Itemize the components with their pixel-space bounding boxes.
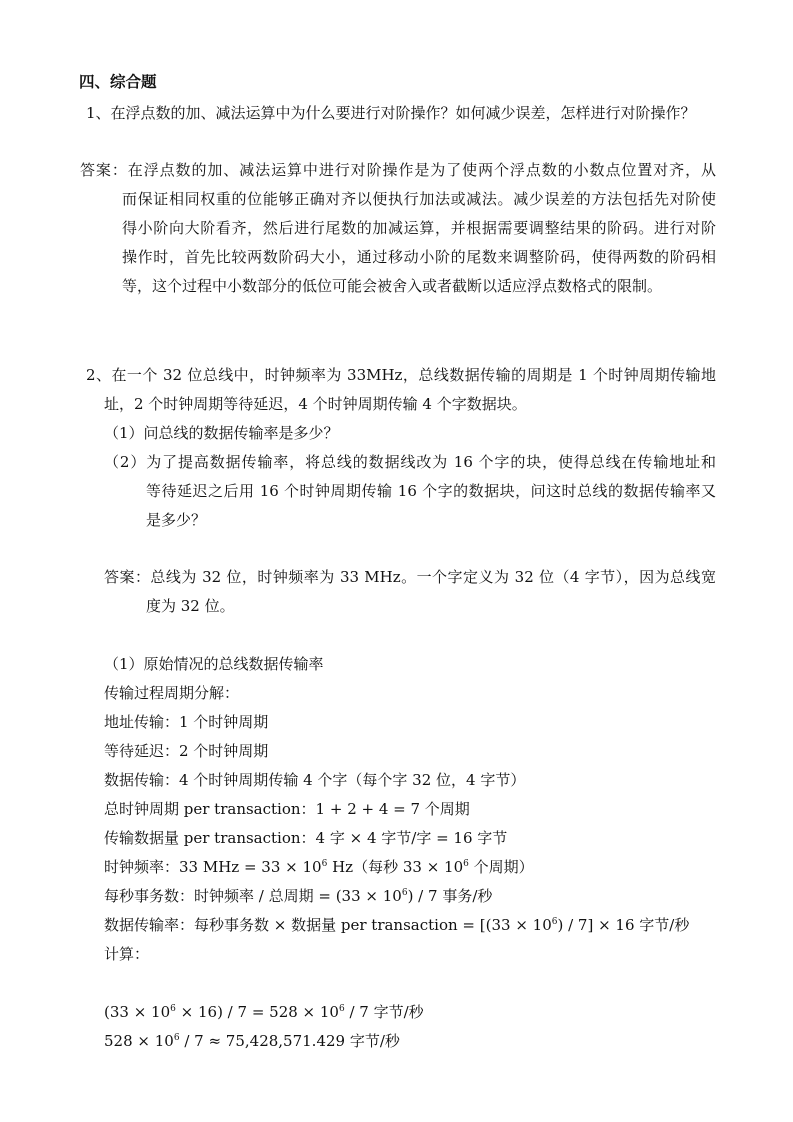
exponent: 6 — [321, 859, 328, 869]
calc-label: 计算： — [104, 945, 150, 963]
text-segment: ) / 7 事务/秒 — [407, 887, 493, 905]
question-2-sub2-line: 等待延迟之后用 16 个时钟周期传输 16 个字的数据块，问这时总线的数据传输率又 — [146, 482, 716, 500]
question-2-sub2-line: （2）为了提高数据传输率，将总线的数据线改为 16 个字的块，使得总线在传输地址和 — [104, 453, 716, 471]
transactions-per-second — [104, 886, 492, 906]
text-segment: / 7 字节/秒 — [344, 1003, 424, 1021]
question-2-line: 址，2 个时钟周期等待延迟，4 个时钟周期传输 4 个字数据块。 — [104, 395, 527, 413]
address-transfer: 地址传输：1 个时钟周期 — [104, 713, 269, 731]
q1-answer-line: 操作时，首先比较两数阶码大小，通过移动小阶的尾数来调整阶码，使得两数的阶码相 — [122, 248, 716, 266]
question-2-line: 2、在一个 32 位总线中，时钟频率为 33MHz，总线数据传输的周期是 1 个时钟周期传输地 — [86, 366, 716, 384]
text-segment: ) / 7] × 16 字节/秒 — [557, 916, 690, 934]
total-cycles: 总时钟周期 per transaction：1 + 2 + 4 = 7 个周期 — [104, 800, 470, 818]
exponent: 6 — [551, 917, 558, 927]
text-segment: 528 × 10 — [104, 1032, 174, 1050]
text-segment: 个周期） — [468, 858, 534, 876]
text-segment: 数据传输率：每秒事务数 × 数据量 per transaction = [(33 × 10 — [104, 916, 552, 934]
q2-answer-line: 度为 32 位。 — [146, 597, 235, 615]
text-segment: / 7 ≈ 75,428,571.429 字节/秒 — [179, 1032, 400, 1050]
calc-line-1 — [104, 1002, 424, 1022]
exponent: 6 — [338, 1004, 345, 1014]
q1-answer-line: 等，这个过程中小数部分的低位可能会被舍入或者截断以适应浮点数格式的限制。 — [122, 277, 663, 295]
data-transfer: 数据传输：4 个时钟周期传输 4 个字（每个字 32 位，4 字节） — [104, 771, 526, 789]
question-2-sub1: （1）问总线的数据传输率是多少？ — [104, 424, 339, 442]
wait-delay: 等待延迟：2 个时钟周期 — [104, 742, 269, 760]
part1-title: （1）原始情况的总线数据传输率 — [104, 655, 324, 673]
clock-frequency — [104, 857, 534, 877]
exponent: 6 — [401, 888, 408, 898]
section-heading: 四、综合题 — [79, 72, 157, 91]
q2-answer-line: 答案：总线为 32 位，时钟频率为 33 MHz。一个字定义为 32 位（4 字节），因为总线宽 — [104, 568, 716, 586]
text-segment: × 16) / 7 = 528 × 10 — [175, 1003, 339, 1021]
breakdown-title: 传输过程周期分解： — [104, 684, 240, 702]
text-segment: Hz（每秒 33 × 10 — [327, 858, 464, 876]
exponent: 6 — [173, 1033, 180, 1043]
exponent: 6 — [463, 859, 469, 869]
question-1: 1、在浮点数的加、减法运算中为什么要进行对阶操作？如何减少误差，怎样进行对阶操作？ — [86, 104, 696, 122]
exponent: 6 — [170, 1004, 176, 1014]
text-segment: (33 × 10 — [104, 1003, 171, 1021]
text-segment: 每秒事务数：时钟频率 / 总周期 = (33 × 10 — [104, 887, 402, 905]
q1-answer-line: 而保证相同权重的位能够正确对齐以便执行加法或减法。减少误差的方法包括先对阶使 — [122, 190, 716, 208]
data-rate-formula — [104, 915, 689, 935]
data-amount: 传输数据量 per transaction：4 字 × 4 字节/字 = 16 字节 — [104, 829, 508, 847]
q1-answer-line: 答案：在浮点数的加、减法运算中进行对阶操作是为了使两个浮点数的小数点位置对齐，从 — [80, 161, 716, 179]
text-segment: 时钟频率：33 MHz = 33 × 10 — [104, 858, 322, 876]
question-2-sub2-line: 是多少？ — [146, 511, 207, 529]
calc-line-2 — [104, 1031, 400, 1051]
q1-answer-line: 得小阶向大阶看齐，然后进行尾数的加减运算，并根据需要调整结果的阶码。进行对阶 — [122, 219, 716, 237]
